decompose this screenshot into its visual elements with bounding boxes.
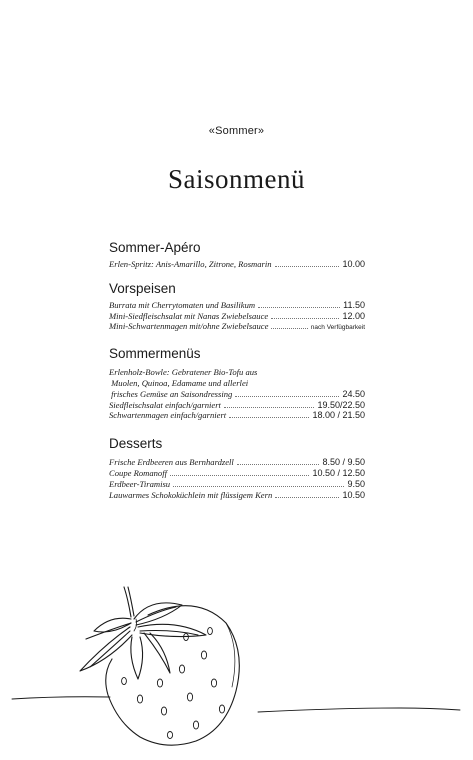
- item-name: Frische Erdbeeren aus Bernhardzell: [109, 457, 234, 468]
- leader-dots: [275, 265, 340, 267]
- menu-item: [109, 321, 365, 334]
- item-name: Mini-Siedfleischsalat mit Nanas Zwiebelsauce: [109, 310, 269, 321]
- item-price: 10.50: [342, 489, 365, 500]
- leader-dots: [271, 317, 339, 319]
- item-name: Lauwarmes Schokoküchlein mit flüssigem Kern: [109, 489, 273, 500]
- item-price: 12.00: [342, 310, 365, 321]
- leader-dots: [235, 395, 339, 397]
- menu-subtitle: «Sommer»: [208, 125, 265, 137]
- item-name: Mini-Schwartenmagen mit/ohne Zwiebelsauce: [109, 321, 269, 332]
- leader-dots: [224, 406, 315, 408]
- menu-list: [109, 240, 365, 506]
- item-price: 10.00: [342, 259, 365, 269]
- leader-dots: [173, 485, 344, 487]
- item-name-line: Erlenholz-Bowle: Gebratener Bio-Tofu aus: [109, 367, 258, 378]
- section-title: Sommer-Apéro: [109, 240, 201, 255]
- section-sommer-apero: [109, 240, 365, 270]
- item-price: nach Verfügbarkeit: [310, 324, 365, 332]
- menu-title: Saisonmenü: [168, 164, 305, 195]
- menu-item-multiline: [109, 367, 365, 399]
- item-name: Schwartenmagen einfach/garniert: [109, 410, 227, 421]
- item-name: Erdbeer-Tiramisu: [109, 478, 171, 489]
- item-price: 18.00 / 21.50: [312, 410, 365, 421]
- menu-item: [109, 259, 365, 270]
- section-desserts: [109, 436, 365, 500]
- item-price: 8.50 / 9.50: [322, 457, 365, 468]
- leader-dots: [229, 416, 309, 418]
- section-vorspeisen: [109, 281, 365, 334]
- item-price: 11.50: [343, 299, 365, 310]
- strawberry-icon: [0, 575, 473, 760]
- item-name: Siedfleischsalat einfach/garniert: [109, 399, 221, 410]
- section-title: Vorspeisen: [109, 280, 176, 296]
- menu-item: [109, 410, 365, 421]
- section-sommermenues: [109, 346, 365, 421]
- menu-item: [109, 400, 365, 411]
- leader-dots: [258, 306, 340, 308]
- item-name: Coupe Romanoff: [109, 467, 168, 478]
- item-name: Burrata mit Cherrytomaten und Basilikum: [109, 299, 256, 310]
- menu-item: [109, 490, 365, 501]
- menu-item: [109, 479, 365, 490]
- menu-item: [109, 300, 365, 311]
- item-name: frisches Gemüse an Saisondressing: [109, 388, 233, 399]
- leader-dots: [237, 463, 320, 465]
- menu-item: [109, 311, 365, 322]
- menu-item: [109, 468, 365, 479]
- leader-dots: [170, 474, 309, 476]
- item-name: Erlen-Spritz: Anis-Amarillo, Zitrone, Rosmarin: [109, 259, 272, 269]
- leader-dots: [275, 496, 339, 498]
- section-title: Desserts: [109, 436, 163, 452]
- item-price: 19.50/22.50: [317, 399, 365, 410]
- leader-dots: [271, 327, 307, 329]
- item-price: 10.50 / 12.50: [312, 467, 365, 478]
- menu-item: [109, 457, 365, 468]
- menu-item: [109, 389, 365, 400]
- section-title: Sommermenüs: [109, 346, 201, 362]
- item-price: 24.50: [342, 388, 365, 399]
- item-name-line: Muolen, Quinoa, Edamame und allerlei: [109, 377, 249, 388]
- item-price: 9.50: [347, 478, 365, 489]
